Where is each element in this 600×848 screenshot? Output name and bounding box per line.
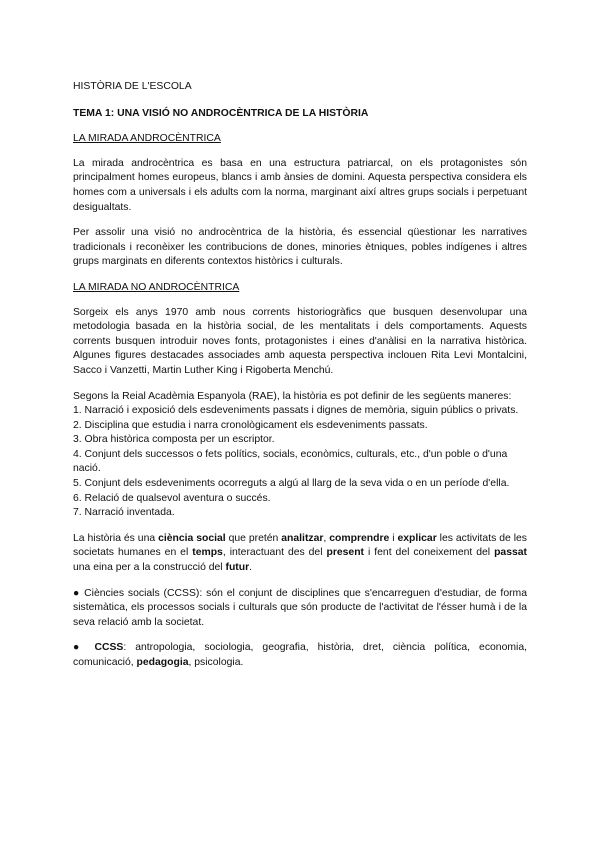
bullet-icon: ●	[73, 642, 95, 654]
document-page	[73, 80, 527, 682]
bold-term: CCSS	[94, 642, 124, 654]
section-heading-androcentrica: LA MIRADA ANDROCÈNTRICA	[73, 133, 221, 145]
list-item: 5. Conjunt dels esdeveniments ocorreguts a algú al llarg de la seva vida o en un període d'ella.	[73, 478, 510, 490]
bold-term: temps	[192, 547, 223, 559]
section-heading-no-androcentrica: LA MIRADA NO ANDROCÈNTRICA	[73, 281, 240, 293]
rae-definitions-list	[73, 404, 527, 521]
bold-term: analitzar	[281, 532, 324, 544]
bold-term: comprendre	[329, 532, 390, 544]
bold-term: ciència social	[158, 532, 226, 544]
paragraph-no-androcentrica-1: Sorgeix els anys 1970 amb nous corrents historiogràfics que busquen desenvolupar una metodologia basada en la història social, de les mentalitats i dels comportaments. Aquests corrents busquen introduir noves fonts, protagonistes i eines d'anàlisi en la narrativa històrica. Algunes figures destacades associades amb aquesta perspectiva inclouen Rita Levi Montalcini, Sacco i Vanzetti, Martin Luther King i Rigoberta Menchú.	[73, 306, 527, 376]
list-item: 6. Relació de qualsevol aventura o succés.	[73, 492, 271, 504]
list-item: 1. Narració i exposició dels esdeveniments passats i dignes de memòria, siguin públics o privats.	[73, 405, 519, 417]
rae-definitions-intro: Segons la Reial Acadèmia Espanyola (RAE), la història es pot definir de les següents maneres:	[73, 390, 512, 402]
list-item: 7. Narració inventada.	[73, 507, 175, 519]
bold-term: explicar	[397, 532, 437, 544]
ccss-definition-paragraph: ● Ciències socials (CCSS): són el conjunt de disciplines que s'encarreguen d'estudiar, de forma sistemàtica, els processos socials i culturals que són producte de l'activitat de l'ésser humà i de la seva relació amb la societat.	[73, 587, 527, 628]
paragraph-androcentrica-2: Per assolir una visió no androcèntrica de la història, és essencial qüestionar les narratives tradicionals i reconèixer les contribucions de dones, minories ètniques, pobles indígenes i altres grups marginats en diferents contextos històrics i culturals.	[73, 227, 527, 268]
paragraph-androcentrica-1: La mirada androcèntrica es basa en una estructura patriarcal, on els protagonistes són principalment homes europeus, blancs i amb ànsies de domini. Aquesta perspectiva considera els homes com a universals i els adults com la norma, marginant així altres grups socials i perpetuant desigualtats.	[73, 157, 527, 213]
bold-term: pedagogia	[136, 657, 189, 668]
list-item: 2. Disciplina que estudia i narra cronològicament els esdeveniments passats.	[73, 419, 428, 431]
history-definition-paragraph: La història és una ciència social que pretén analitzar, comprendre i explicar les activitats de les societats humanes en el temps, interactuant des del present i fent del coneixement del passat una eina per a la construcció del futur.	[73, 532, 527, 574]
tema-title: TEMA 1: UNA VISIÓ NO ANDROCÈNTRICA DE LA HISTÒRIA	[73, 107, 369, 119]
ccss-disciplines-paragraph: ● CCSS: antropologia, sociologia, geografia, història, dret, ciència política, economia, comunicació, pedagogia, psicologia.	[73, 642, 527, 668]
list-item: 4. Conjunt dels successos o fets polítics, socials, econòmics, culturals, etc., d'un poble o d'una nació.	[73, 448, 508, 475]
bold-term: present	[326, 547, 365, 559]
document-title: HISTÒRIA DE L'ESCOLA	[73, 81, 192, 92]
bold-term: futur	[225, 562, 250, 574]
list-item: 3. Obra històrica composta per un escriptor.	[73, 434, 275, 446]
bold-term: passat	[494, 547, 527, 559]
